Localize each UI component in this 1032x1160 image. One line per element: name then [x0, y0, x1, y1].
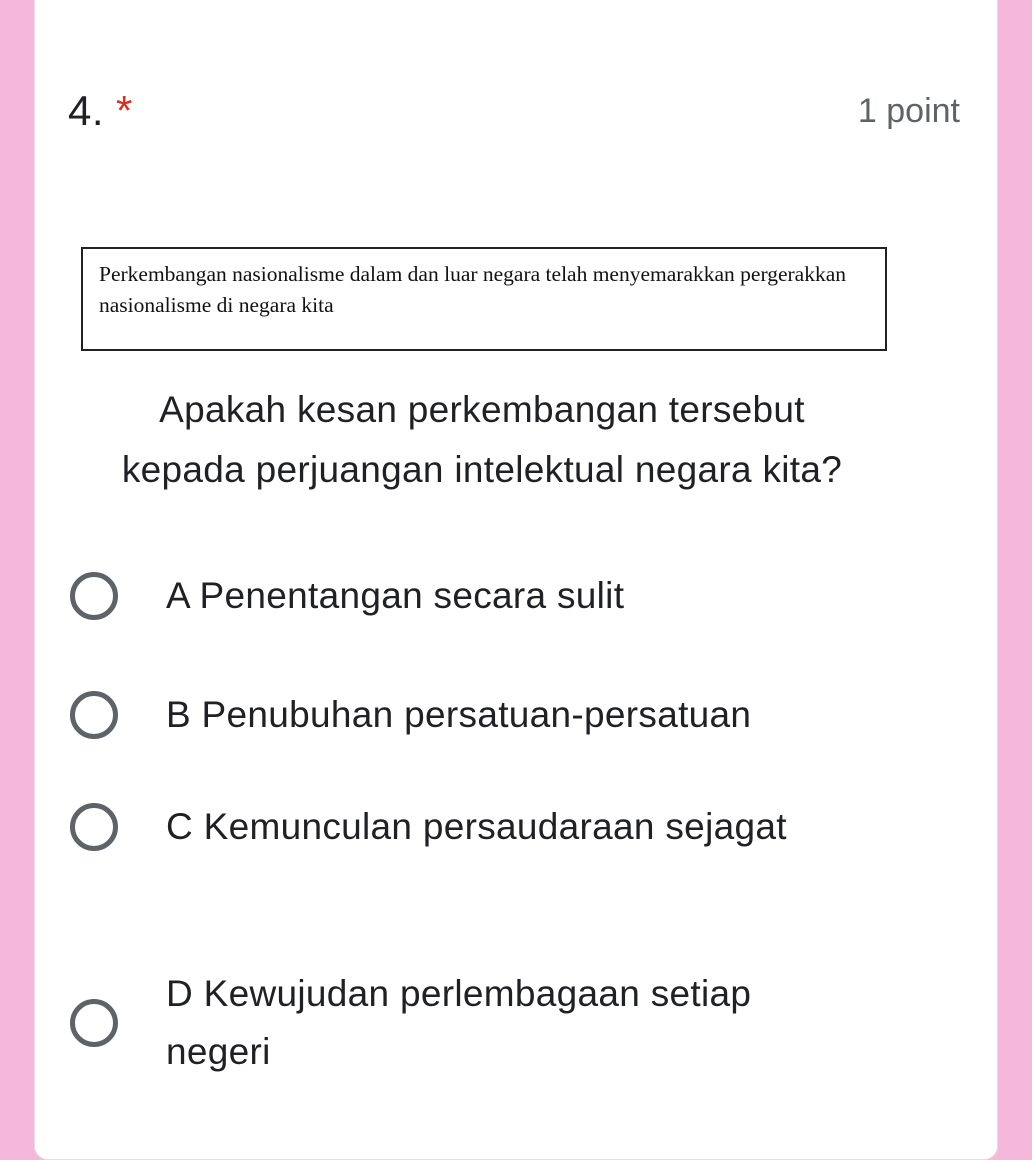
question-prompt: Apakah kesan perkembangan tersebut kepada perjuangan intelektual negara kita? [121, 389, 843, 490]
required-asterisk: * [116, 87, 133, 134]
radio-circle-icon[interactable] [70, 999, 118, 1047]
radio-circle-icon[interactable] [70, 691, 118, 739]
question-image-text: Perkembangan nasionalisme dalam dan luar negara telah menyemarakkan pergerakkan nasionalisme di negara kita [99, 262, 847, 317]
question-number-text: 4. [68, 87, 105, 134]
option-b[interactable] [70, 686, 930, 744]
option-label[interactable]: C Kemunculan persaudaraan sejagat [166, 806, 787, 847]
question-number [68, 87, 133, 134]
radio-circle-icon[interactable] [70, 803, 118, 851]
option-label[interactable]: B Penubuhan persatuan-persatuan [166, 694, 752, 735]
question-points: 1 point [857, 92, 960, 130]
option-a[interactable] [70, 567, 930, 625]
radio-circle-icon[interactable] [70, 572, 118, 620]
option-label[interactable]: D Kewujudan perlembagaan setiap negeri [166, 973, 752, 1072]
option-label[interactable]: A Penentangan secara sulit [166, 575, 625, 616]
option-c[interactable] [70, 798, 930, 856]
question-image [81, 247, 887, 351]
option-d[interactable] [70, 965, 930, 1081]
